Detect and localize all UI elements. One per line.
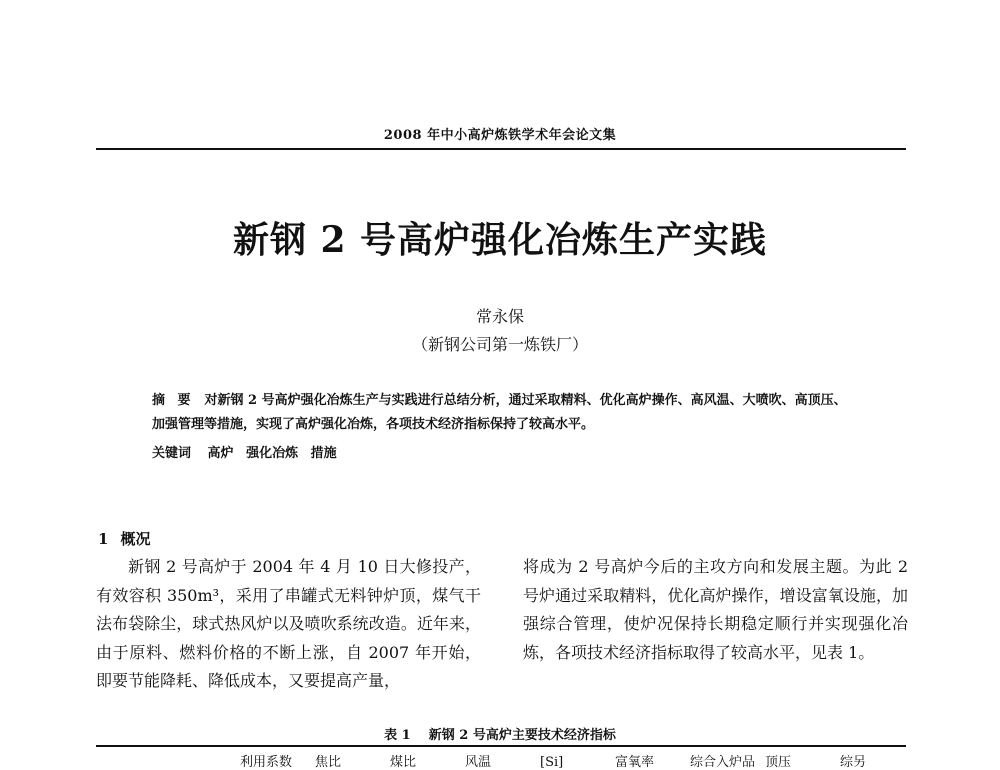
affiliation: （新钢公司第一炼铁厂） [411,335,588,354]
table-column-header: 利用系数 [240,755,293,770]
table-column-header: [Si] [540,755,564,770]
table-column-header: 煤比 [390,755,417,770]
author: 常永保 [475,307,524,326]
table-caption [0,724,1000,743]
table-column-header: 风温 [465,755,492,770]
header-rule [96,148,906,150]
table-caption-text: 新钢 2 号高炉主要技术经济指标 [428,728,616,743]
body-column-left: 新钢 2 号高炉于 2004 年 4 月 10 日大修投产，有效容积 350m³，采用了串罐式无料钟炉顶，煤气干法布袋除尘，球式热风炉以及喷吹系统改造。近年来，由于原料、燃料价格的不断上涨，自 2007 年开始，即要节能降耗、降低成本，又要提高产量， [96,557,481,690]
section-number: 1 [98,530,109,548]
keyword: 强化冶炼 [246,446,299,461]
section-title: 概况 [120,530,151,548]
abstract-label: 摘 要 [152,393,195,408]
table-column-header: 顶压 [765,755,792,770]
keywords-label: 关键词 [152,446,192,461]
table-column-header: 综另 [840,755,867,770]
table-label: 表 1 [384,728,411,743]
table-top-rule [96,745,906,747]
table-column-header: 焦比 [315,755,342,770]
table-column-header: 富氧率 [615,755,655,770]
paper-title: 新钢 2 号高炉强化冶炼生产实践 [232,219,768,261]
running-header: 2008 年中小高炉炼铁学术年会论文集 [383,128,617,143]
keywords [152,442,852,461]
table-header-row [240,751,920,770]
keyword: 高炉 [207,446,234,461]
table-column-header: 综合入炉品 [690,755,756,770]
abstract-text: 对新钢 2 号高炉强化冶炼生产与实践进行总结分析，通过采取精料、优化高炉操作、高风温、大喷吹、高顶压、加强管理等措施，实现了高炉强化冶炼，各项技术经济指标保持了较高水平。 [152,393,847,432]
keyword: 措施 [310,446,337,461]
section-heading [98,528,150,549]
body-column-right: 将成为 2 号高炉今后的主攻方向和发展主题。为此 2 号炉通过采取精料，优化高炉操作，增设富氧设施，加强综合管理，使炉况保持长期稳定顺行并实现强化冶炼，各项技术经济指标取得了较高水平，见表 1。 [523,557,908,662]
abstract [152,389,852,437]
